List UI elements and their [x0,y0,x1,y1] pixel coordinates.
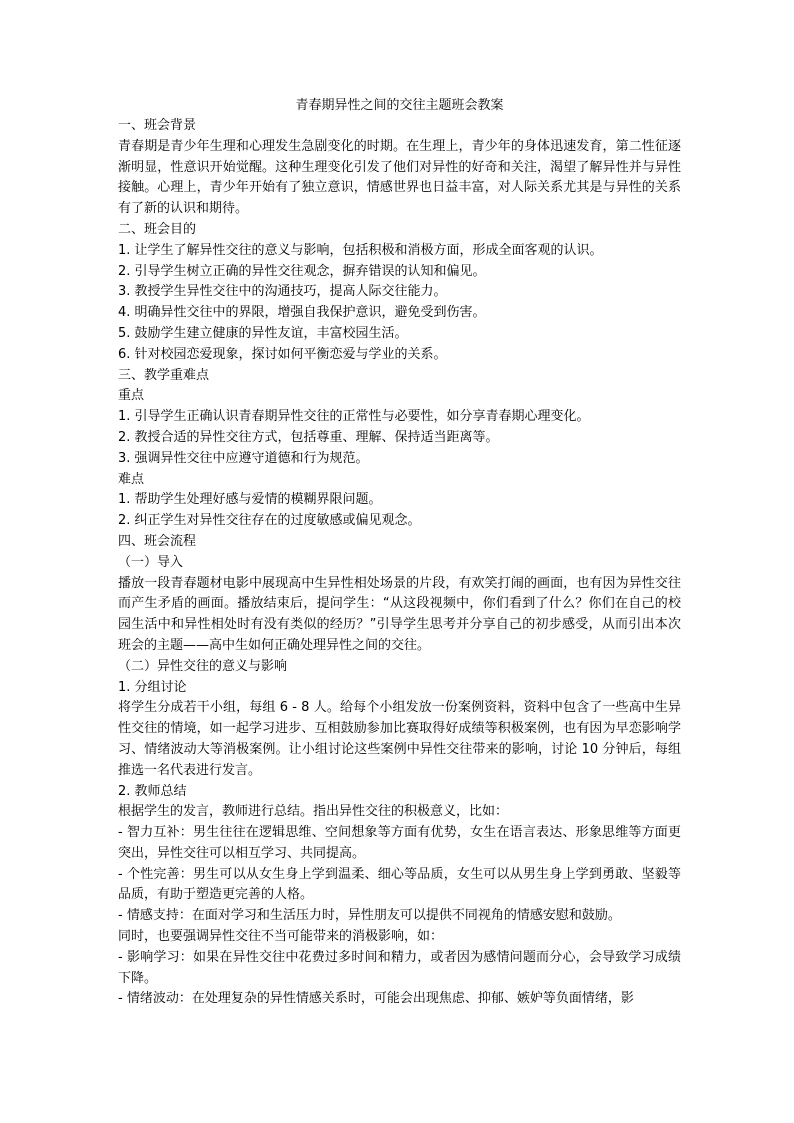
section-heading: 三、教学重难点 [118,367,210,383]
paragraph: 播放一段青春题材电影中展现高中生异性相处场景的片段，有欢笑打闹的画面，也有因为异性交往而产生矛盾的画面。播放结束后，提问学生：“从这段视频中，你们看到了什么？你们在自己的校园生活中和异性相处时有没有类似的经历？”引导学生思考并分享自己的初步感受，从而引出本次班会的主题——高中生如何正确处理异性之间的交往。 [118,575,681,653]
list-item: 2. 引导学生树立正确的异性交往观念，摒弃错误的认知和偏见。 [118,263,486,279]
list-item: 1. 帮助学生处理好感与爱情的模糊界限问题。 [118,492,382,508]
paragraph: - 智力互补：男生往往在逻辑思维、空间想象等方面有优势，女生在语言表达、形象思维等方面更突出，异性交往可以相互学习、共同提高。 [118,825,681,861]
list-item: 5. 鼓励学生建立健康的异性友谊，丰富校园生活。 [118,325,408,341]
document-page [118,96,681,1010]
section-heading: 一、班会背景 [118,118,197,133]
section-heading: （二）异性交往的意义与影响 [118,658,288,674]
paragraph: - 情绪波动：在处理复杂的异性情感关系时，可能会出现焦虑、抑郁、嫉妒等负面情绪，影 [118,991,634,1007]
section-heading: 1. 分组讨论 [118,679,187,695]
section-heading: 二、班会目的 [118,221,197,237]
list-item: 6. 针对校园恋爱现象，探讨如何平衡恋爱与学业的关系。 [118,346,447,362]
list-item: 3. 教授学生异性交往中的沟通技巧，提高人际交往能力。 [118,284,447,300]
paragraph: 将学生分成若干小组，每组 6 - 8 人。给每个小组发放一份案例资料，资料中包含了一些高中生异性交往的情境，如一起学习进步、互相鼓励参加比赛取得好成绩等积极案例，也有因为早恋影响学习、情绪波动大等消极案例。让小组讨论这些案例中异性交往带来的影响，讨论 10 分钟后，每组推选一名代表进行发言。 [118,700,681,778]
section-heading: 难点 [118,471,145,487]
paragraph: 青春期是青少年生理和心理发生急剧变化的时期。在生理上，青少年的身体迅速发育，第二性征逐渐明显，性意识开始觉醒。这种生理变化引发了他们对异性的好奇和关注，渴望了解异性并与异性接触。心理上，青少年开始有了独立意识，情感世界也日益丰富，对人际关系尤其是与异性的关系有了新的认识和期待。 [118,138,681,217]
section-heading: 重点 [118,388,145,404]
list-item: 2. 教授合适的异性交往方式，包括尊重、理解、保持适当距离等。 [118,429,499,445]
list-item: 2. 纠正学生对异性交往存在的过度敏感或偏见观念。 [118,513,421,529]
document-title: 青春期异性之间的交往主题班会教案 [295,98,504,113]
document-body [118,116,681,1010]
list-item: 1. 让学生了解异性交往的意义与影响，包括积极和消极方面，形成全面客观的认识。 [118,242,603,258]
section-heading: 四、班会流程 [118,533,197,549]
section-heading: （一）导入 [118,554,184,570]
list-item: 3. 强调异性交往中应遵守道德和行为规范。 [118,450,369,466]
section-heading: 2. 教师总结 [118,783,187,799]
list-item: 根据学生的发言，教师进行总结。指出异性交往的积极意义，比如： [118,804,509,820]
list-item: 4. 明确异性交往中的界限，增强自我保护意识，避免受到伤害。 [118,305,486,321]
list-item: 1. 引导学生正确认识青春期异性交往的正常性与必要性，如分享青春期心理变化。 [118,409,590,425]
list-item: - 情感支持：在面对学习和生活压力时，异性朋友可以提供不同视角的情感安慰和鼓励。 [118,908,621,924]
paragraph: - 影响学习：如果在异性交往中花费过多时间和精力，或者因为感情问题而分心，会导致学习成绩下降。 [118,949,681,986]
paragraph: - 个性完善：男生可以从女生身上学到温柔、细心等品质，女生可以从男生身上学到勇敢、坚毅等品质，有助于塑造更完善的人格。 [118,866,681,903]
list-item: 同时，也要强调异性交往不当可能带来的消极影响，如： [118,929,444,945]
